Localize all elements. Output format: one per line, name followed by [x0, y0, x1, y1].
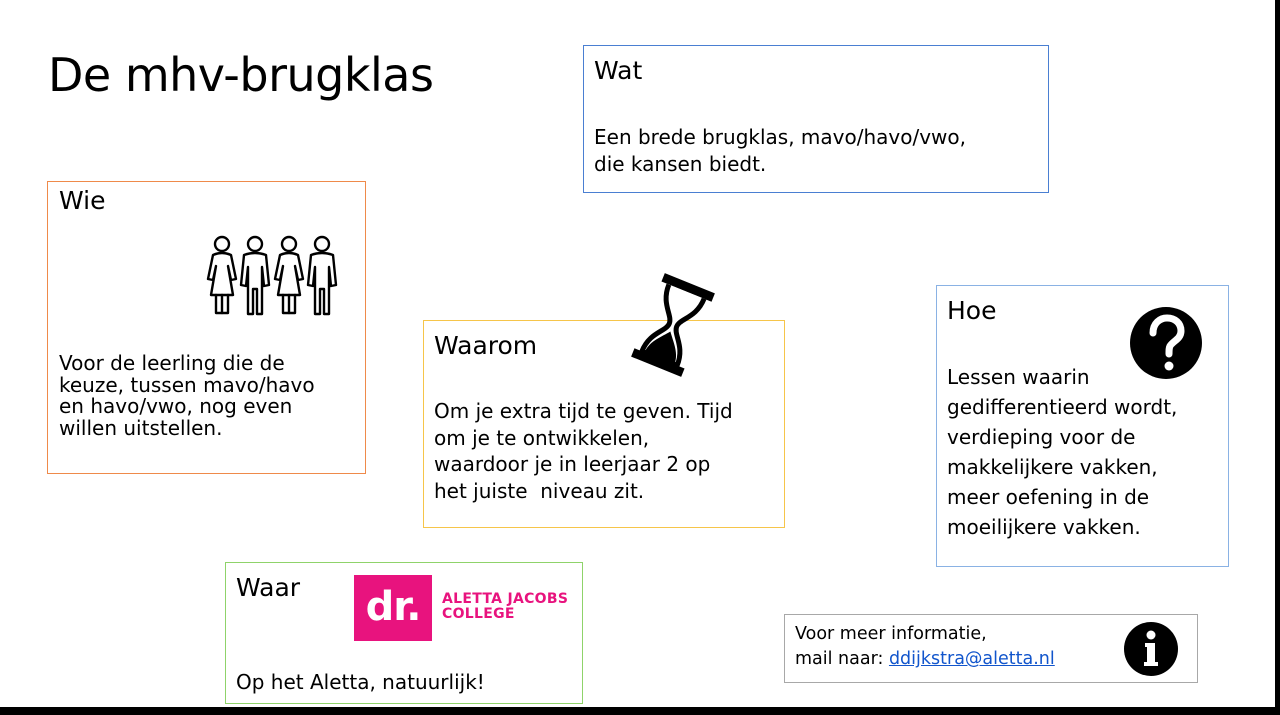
- info-line: Voor meer informatie,: [795, 624, 987, 644]
- waarom-text-line: Om je extra tijd te geven. Tijd: [434, 399, 733, 423]
- info-text: [795, 622, 1055, 673]
- wie-box: [47, 181, 366, 474]
- wie-text-line: Voor de leerling die de: [59, 351, 285, 375]
- wie-text: [59, 353, 315, 439]
- slide-title: De mhv-brugklas: [48, 48, 434, 102]
- info-line: [795, 647, 1055, 672]
- waarom-text-line: waardoor je in leerjaar 2 op: [434, 452, 711, 477]
- wat-text-line: Een brede brugklas, mavo/havo/vwo,: [594, 125, 967, 149]
- wat-box: [583, 45, 1049, 193]
- hoe-text: [947, 362, 1177, 542]
- info-box: [784, 614, 1198, 683]
- waar-box: [225, 562, 583, 704]
- logo-text-line: COLLEGE: [442, 606, 515, 622]
- logo-text: [442, 592, 568, 622]
- wat-heading: Wat: [594, 56, 643, 85]
- wie-text-line: keuze, tussen mavo/havo: [59, 372, 315, 397]
- hoe-box: [936, 285, 1229, 567]
- logo-text-line: ALETTA JACOBS: [442, 591, 569, 607]
- group-of-people-icon: [206, 235, 340, 317]
- waar-heading: Waar: [236, 573, 301, 602]
- hoe-text-line: moeilijkere vakken.: [947, 515, 1141, 539]
- waarom-text-line: om je te ontwikkelen,: [434, 425, 650, 450]
- email-link[interactable]: ddijkstra@aletta.nl: [888, 649, 1055, 670]
- wat-text: [594, 124, 966, 177]
- wie-heading: Wie: [59, 186, 106, 215]
- hoe-text-line: gedifferentieerd wordt,: [947, 395, 1178, 419]
- wie-text-line: willen uitstellen.: [59, 415, 223, 440]
- hourglass-icon: [626, 272, 720, 378]
- info-mail-prefix: mail naar:: [795, 649, 889, 670]
- hoe-text-line: Lessen waarin: [947, 365, 1090, 389]
- wat-text-line: die kansen biedt.: [594, 151, 767, 176]
- wie-text-line: en havo/vwo, nog even: [59, 394, 293, 419]
- aletta-jacobs-college-logo: [354, 575, 577, 641]
- right-border: [1275, 0, 1280, 715]
- info-icon: [1123, 621, 1179, 677]
- hoe-text-line: makkelijkere vakken,: [947, 455, 1158, 479]
- waarom-text: [434, 398, 733, 504]
- bottom-border: [0, 707, 1280, 715]
- hoe-text-line: meer oefening in de: [947, 485, 1150, 509]
- logo-mark: dr.: [354, 575, 432, 641]
- waarom-box: [423, 320, 785, 528]
- waarom-text-line: het juiste niveau zit.: [434, 478, 645, 503]
- hoe-heading: Hoe: [947, 296, 997, 325]
- hoe-text-line: verdieping voor de: [947, 425, 1136, 449]
- waar-text: Op het Aletta, natuurlijk!: [236, 670, 485, 694]
- waarom-heading: Waarom: [434, 331, 538, 360]
